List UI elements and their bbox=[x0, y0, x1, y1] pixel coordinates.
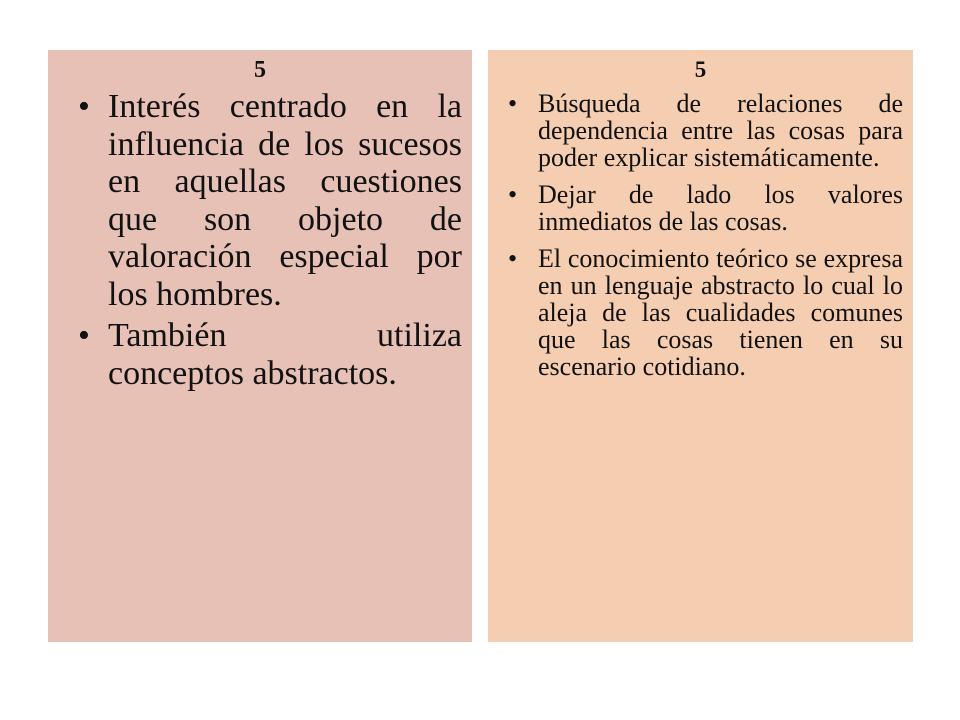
list-item bbox=[508, 180, 903, 236]
right-panel bbox=[488, 50, 913, 642]
bullet-text: Dejar de lado los valores inmediatos de las cosas. bbox=[538, 180, 903, 236]
right-bullet-list bbox=[508, 89, 903, 381]
left-bullet-list bbox=[78, 88, 462, 392]
bullet-icon: • bbox=[508, 89, 518, 118]
list-item bbox=[508, 244, 903, 381]
left-panel bbox=[48, 50, 472, 642]
bullet-text: También utiliza conceptos abstractos. bbox=[108, 317, 462, 392]
list-item bbox=[78, 317, 462, 392]
bullet-icon: • bbox=[508, 244, 518, 273]
bullet-text: El conocimiento teórico se expresa en un lenguaje abstracto lo cual lo aleja de las cualidades comunes que las cosas tienen en su escenario cotidiano. bbox=[538, 244, 903, 381]
bullet-icon: • bbox=[78, 88, 90, 125]
bullet-text: Búsqueda de relaciones de dependencia entre las cosas para poder explicar sistemáticamente. bbox=[538, 89, 903, 172]
right-panel-number: 5 bbox=[694, 57, 707, 82]
bullet-icon: • bbox=[508, 180, 518, 209]
list-item bbox=[508, 89, 903, 172]
list-item bbox=[78, 88, 462, 313]
bullet-icon: • bbox=[78, 317, 90, 354]
left-panel-number: 5 bbox=[254, 57, 266, 83]
bullet-text: Interés centrado en la influencia de los sucesos en aquellas cuestiones que son objeto de valoración especial por los hombres. bbox=[108, 88, 462, 313]
